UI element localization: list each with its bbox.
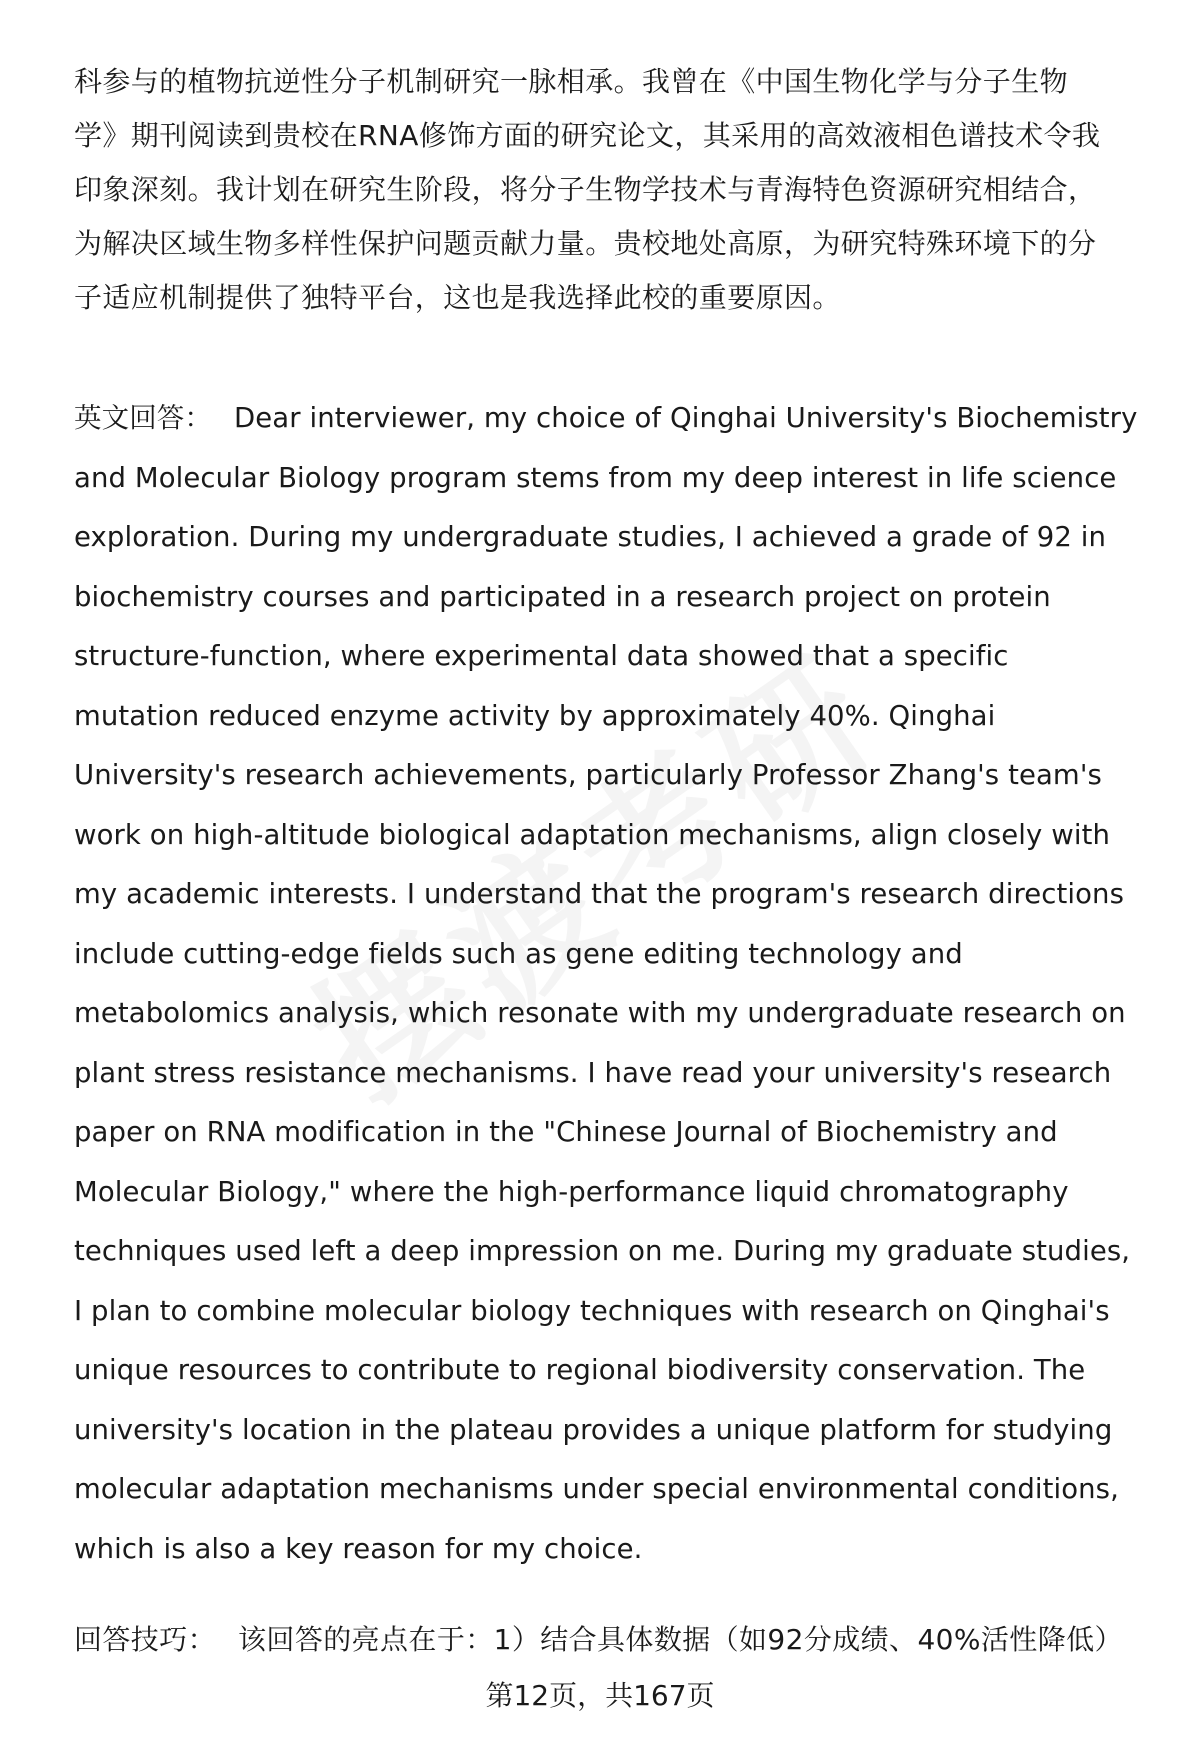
chinese-line: 学》期刊阅读到贵校在RNA修饰方面的研究论文，其采用的高效液相色谱技术令我 — [74, 119, 1101, 152]
english-line: and Molecular Biology program stems from my deep interest in life science — [74, 461, 1117, 494]
english-line: university's location in the plateau provides a unique platform for studying — [74, 1413, 1113, 1446]
english-line: metabolomics analysis, which resonate with my undergraduate research on — [74, 997, 1126, 1029]
watermark-text — [159, 521, 1020, 1214]
english-line: techniques used left a deep impression on me. During my graduate studies, — [74, 1235, 1131, 1267]
english-line: University's research achievements, particularly Professor Zhang's team's — [74, 759, 1102, 791]
english-line: structure-function, where experimental data showed that a specific — [74, 640, 1009, 672]
english-answer-first-line — [74, 398, 1137, 438]
chinese-line: 印象深刻。我计划在研究生阶段，将分子生物学技术与青海特色资源研究相结合， — [74, 173, 1097, 206]
english-line: plant stress resistance mechanisms. I have read your university's research — [74, 1056, 1112, 1089]
chinese-line: 为解决区域生物多样性保护问题贡献力量。贵校地处高原，为研究特殊环境下的分 — [74, 227, 1097, 260]
answer-tips-label: 回答技巧： — [74, 1623, 217, 1656]
english-answer-label: 英文回答： — [74, 402, 212, 434]
english-line: biochemistry courses and participated in a research project on protein — [74, 580, 1051, 613]
english-line: Molecular Biology," where the high-performance liquid chromatography — [74, 1175, 1069, 1208]
chinese-line: 子适应机制提供了独特平台，这也是我选择此校的重要原因。 — [74, 281, 841, 314]
english-line: unique resources to contribute to regional biodiversity conservation. The — [74, 1354, 1086, 1386]
english-line: which is also a key reason for my choice. — [74, 1532, 643, 1565]
answer-tips-text: 该回答的亮点在于：1）结合具体数据（如92分成绩、40%活性降低） — [238, 1623, 1123, 1656]
answer-tips-line — [74, 1620, 1123, 1660]
english-line: my academic interests. I understand that the program's research directions — [74, 878, 1125, 910]
page-indicator: 第12页，共167页 — [485, 1679, 715, 1712]
english-line: work on high-altitude biological adaptation mechanisms, align closely with — [74, 818, 1111, 851]
english-line: Dear interviewer, my choice of Qinghai University's Biochemistry — [234, 402, 1138, 434]
english-line: molecular adaptation mechanisms under special environmental conditions, — [74, 1473, 1119, 1505]
english-line: I plan to combine molecular biology techniques with research on Qinghai's — [74, 1294, 1110, 1327]
english-line: paper on RNA modification in the "Chinese Journal of Biochemistry and — [74, 1116, 1058, 1148]
chinese-line: 科参与的植物抗逆性分子机制研究一脉相承。我曾在《中国生物化学与分子生物 — [74, 65, 1069, 98]
english-line: mutation reduced enzyme activity by approximately 40%. Qinghai — [74, 699, 996, 732]
english-line: exploration. During my undergraduate studies, I achieved a grade of 92 in — [74, 521, 1107, 553]
english-line: include cutting-edge fields such as gene editing technology and — [74, 937, 963, 970]
